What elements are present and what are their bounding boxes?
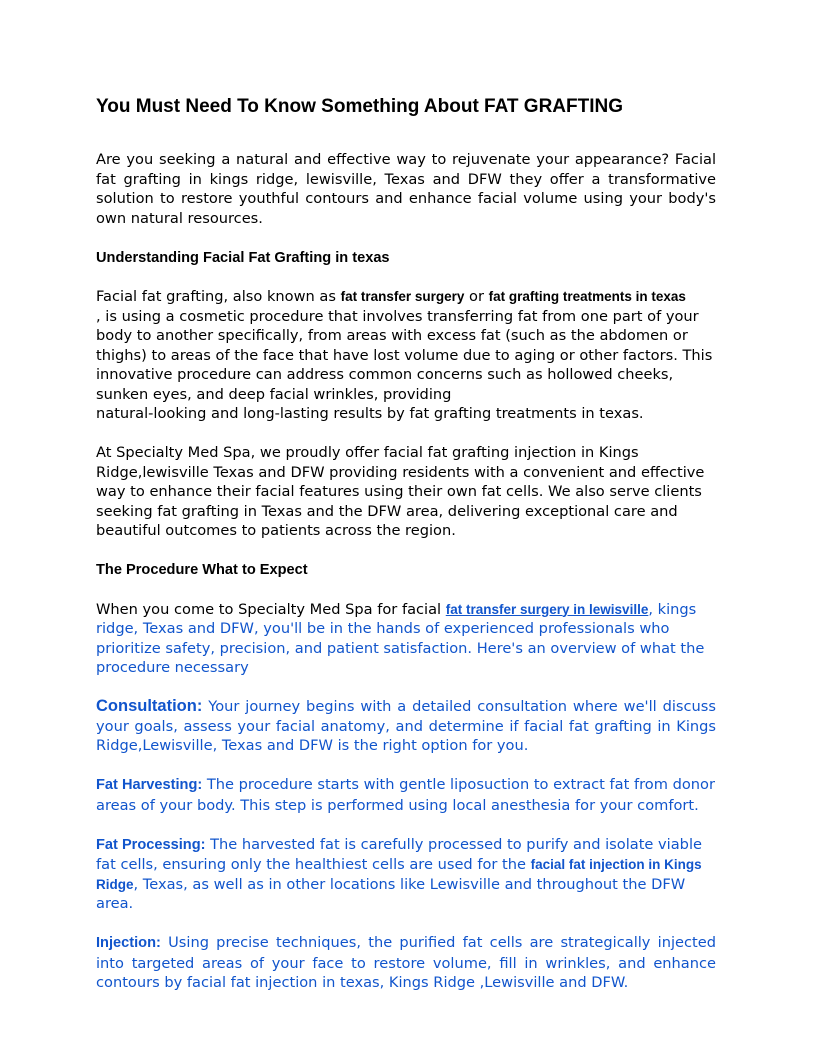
processing-text-2: , Texas, as well as in other locations like Lewisville and throughout the DFW area.: [96, 875, 686, 912]
understanding-text-4: natural-looking and long-lasting results by fat grafting treatments in texas.: [96, 405, 644, 422]
fat-transfer-surgery-link[interactable]: fat transfer surgery in lewisville: [445, 601, 649, 617]
consultation-term: Consultation:: [96, 697, 203, 715]
injection-text: Using precise techniques, the purified fat cells are strategically injected into targeted areas of your face to restore volume, fill in wrinkles, and enhance contours by facial fat injection in texas, Kings Ridge ,Lewisville and DFW.: [96, 934, 716, 991]
processing-step: [96, 835, 716, 914]
understanding-text-2: or: [464, 288, 489, 305]
injection-term: Injection:: [96, 935, 161, 951]
understanding-paragraph: [96, 287, 716, 424]
understanding-text-3: , is using a cosmetic procedure that involves transferring fat from one part of your body to another specifically, from areas with excess fat (such as the abdomen or thighs) to areas of the face that have lost volume due to aging or other factors. This innovative procedure can address common concerns such as hollowed cheeks, sunken eyes, and deep facial wrinkles, providing: [96, 307, 713, 403]
intro-paragraph: Are you seeking a natural and effective way to rejuvenate your appearance? Facial fat grafting in kings ridge, lewisville, Texas and DFW they offer a transformative solution to restore youthful contours and enhance facial volume using your body's own natural resources.: [96, 151, 716, 227]
facial-fat-injection-term: facial fat injection in Kings Ridge: [96, 857, 702, 892]
consultation-text: Your journey begins with a detailed consultation where we'll discuss your goals, assess your facial anatomy, and determine if facial fat grafting in Kings Ridge,Lewisville, Texas and DFW is the right option for you.: [96, 698, 716, 754]
harvesting-text: The procedure starts with gentle liposuction to extract fat from donor areas of your body. This step is performed using local anesthesia for your comfort.: [96, 776, 715, 814]
harvesting-term: Fat Harvesting:: [96, 777, 203, 793]
procedure-paragraph: [96, 600, 716, 678]
procedure-text-2: , kings ridge, Texas and DFW, you'll be in the hands of experienced professionals who prioritize safety, precision, and patient satisfaction. Here's an overview of what the procedure necessary: [96, 600, 705, 676]
processing-text-1: The harvested fat is carefully processed to purify and isolate viable fat cells, ensuring only the healthiest cells are used for the: [96, 835, 702, 873]
fat-transfer-surgery-term: fat transfer surgery: [340, 289, 465, 304]
document-page: [96, 92, 716, 993]
injection-step: [96, 933, 716, 993]
harvesting-step: [96, 775, 716, 815]
specialty-med-spa-paragraph: At Specialty Med Spa, we proudly offer facial fat grafting injection in Kings Ridge,lewisville Texas and DFW providing residents with a convenient and effective way to enhance their facial features using their own fat cells. We also serve clients seeking fat grafting in Texas and the DFW area, delivering exceptional care and beautiful outcomes to patients across the region.: [96, 444, 705, 539]
consultation-step: [96, 697, 716, 756]
section-heading-understanding: Understanding Facial Fat Grafting in texas: [96, 249, 390, 266]
processing-term: Fat Processing:: [96, 836, 206, 853]
section-heading-procedure: The Procedure What to Expect: [96, 562, 308, 578]
fat-grafting-treatments-term: fat grafting treatments in texas: [488, 289, 686, 304]
procedure-text-1: When you come to Specialty Med Spa for facial: [96, 600, 446, 618]
page-title: You Must Need To Know Something About FAT GRAFTING: [96, 96, 624, 117]
understanding-text-1: Facial fat grafting, also known as: [96, 288, 341, 305]
